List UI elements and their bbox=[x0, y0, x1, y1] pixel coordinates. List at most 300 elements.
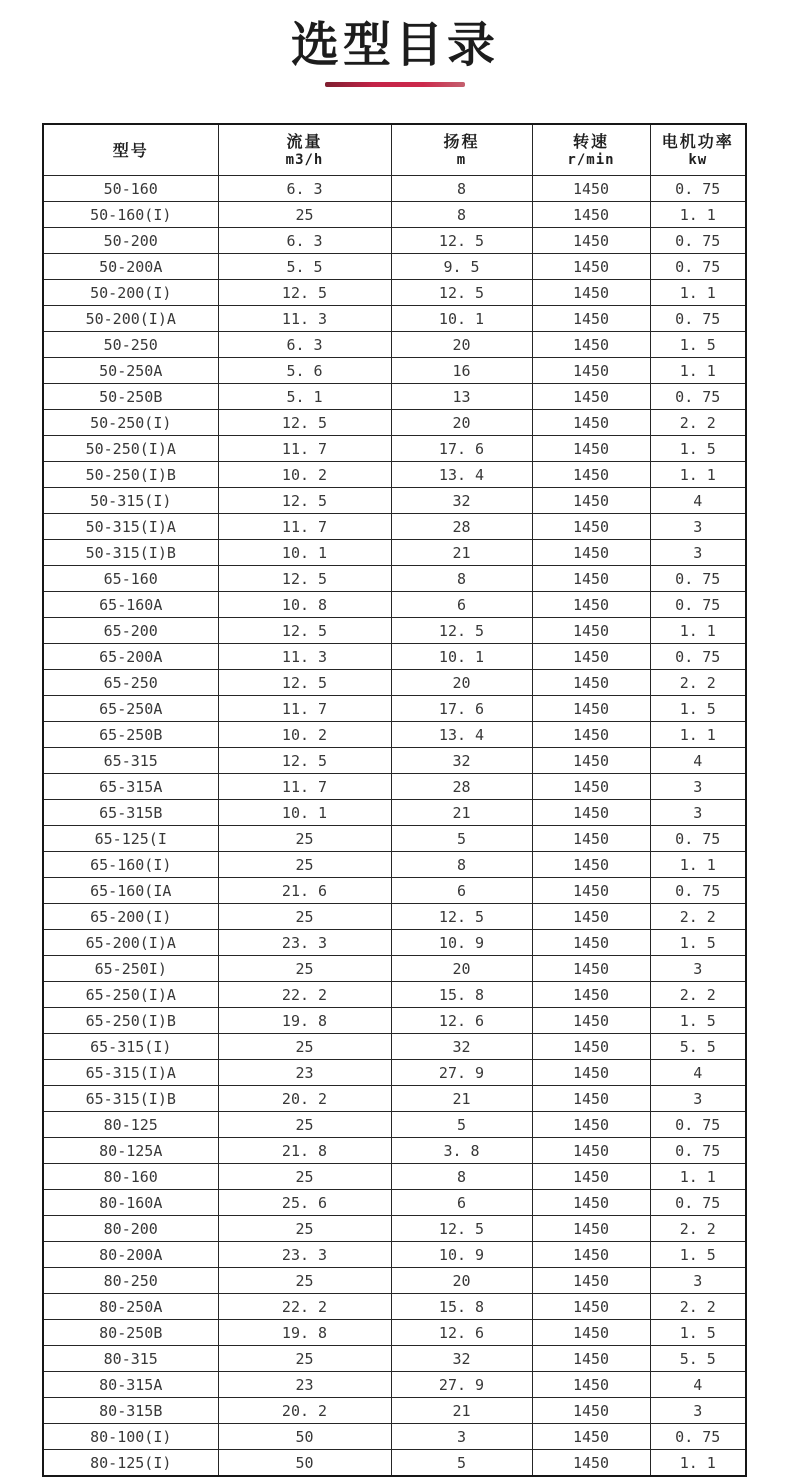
flow-cell: 11. 7 bbox=[218, 774, 391, 800]
model-cell: 80-250A bbox=[43, 1294, 218, 1320]
model-cell: 50-200 bbox=[43, 228, 218, 254]
table-row bbox=[43, 1398, 746, 1424]
flow-cell: 11. 3 bbox=[218, 644, 391, 670]
table-row bbox=[43, 384, 746, 410]
head-cell: 28 bbox=[391, 774, 532, 800]
table-row bbox=[43, 358, 746, 384]
model-cell: 65-315 bbox=[43, 748, 218, 774]
power-cell: 2. 2 bbox=[650, 670, 746, 696]
model-cell: 65-160 bbox=[43, 566, 218, 592]
speed-cell: 1450 bbox=[532, 1346, 650, 1372]
model-cell: 65-125(I bbox=[43, 826, 218, 852]
head-cell: 20 bbox=[391, 1268, 532, 1294]
table-row bbox=[43, 306, 746, 332]
model-cell: 65-315B bbox=[43, 800, 218, 826]
speed-cell: 1450 bbox=[532, 1138, 650, 1164]
column-label: 扬程 bbox=[443, 132, 480, 151]
model-cell: 80-125A bbox=[43, 1138, 218, 1164]
head-cell: 6 bbox=[391, 592, 532, 618]
speed-cell: 1450 bbox=[532, 1086, 650, 1112]
flow-cell: 10. 2 bbox=[218, 462, 391, 488]
column-unit: m bbox=[456, 152, 467, 168]
power-cell: 3 bbox=[650, 1086, 746, 1112]
head-cell: 20 bbox=[391, 670, 532, 696]
power-cell: 1. 1 bbox=[650, 202, 746, 228]
power-cell: 2. 2 bbox=[650, 1294, 746, 1320]
power-cell: 1. 1 bbox=[650, 280, 746, 306]
selection-catalog-table bbox=[42, 123, 747, 1477]
speed-cell: 1450 bbox=[532, 904, 650, 930]
table-header-row bbox=[43, 124, 746, 176]
table-row bbox=[43, 436, 746, 462]
power-cell: 3 bbox=[650, 540, 746, 566]
model-cell: 65-160A bbox=[43, 592, 218, 618]
speed-cell: 1450 bbox=[532, 228, 650, 254]
head-cell: 15. 8 bbox=[391, 1294, 532, 1320]
head-cell: 21 bbox=[391, 800, 532, 826]
table-row bbox=[43, 618, 746, 644]
column-unit: m3/h bbox=[285, 152, 324, 168]
head-cell: 32 bbox=[391, 488, 532, 514]
flow-cell: 23 bbox=[218, 1060, 391, 1086]
table-row bbox=[43, 826, 746, 852]
power-cell: 4 bbox=[650, 748, 746, 774]
flow-cell: 11. 7 bbox=[218, 436, 391, 462]
flow-cell: 11. 7 bbox=[218, 514, 391, 540]
power-cell: 2. 2 bbox=[650, 410, 746, 436]
table-row bbox=[43, 462, 746, 488]
head-cell: 17. 6 bbox=[391, 436, 532, 462]
flow-cell: 12. 5 bbox=[218, 670, 391, 696]
head-cell: 27. 9 bbox=[391, 1060, 532, 1086]
power-cell: 1. 1 bbox=[650, 852, 746, 878]
flow-cell: 10. 1 bbox=[218, 540, 391, 566]
flow-cell: 23. 3 bbox=[218, 1242, 391, 1268]
flow-cell: 6. 3 bbox=[218, 176, 391, 202]
speed-cell: 1450 bbox=[532, 982, 650, 1008]
head-cell: 10. 1 bbox=[391, 644, 532, 670]
speed-cell: 1450 bbox=[532, 722, 650, 748]
power-cell: 1. 5 bbox=[650, 696, 746, 722]
speed-cell: 1450 bbox=[532, 878, 650, 904]
head-cell: 27. 9 bbox=[391, 1372, 532, 1398]
table-row bbox=[43, 722, 746, 748]
head-cell: 5 bbox=[391, 1112, 532, 1138]
flow-cell: 6. 3 bbox=[218, 332, 391, 358]
flow-cell: 20. 2 bbox=[218, 1086, 391, 1112]
speed-cell: 1450 bbox=[532, 748, 650, 774]
speed-cell: 1450 bbox=[532, 1372, 650, 1398]
power-cell: 0. 75 bbox=[650, 826, 746, 852]
table-row bbox=[43, 1372, 746, 1398]
power-cell: 0. 75 bbox=[650, 254, 746, 280]
flow-cell: 25 bbox=[218, 1034, 391, 1060]
speed-cell: 1450 bbox=[532, 1034, 650, 1060]
speed-cell: 1450 bbox=[532, 774, 650, 800]
speed-cell: 1450 bbox=[532, 696, 650, 722]
column-header-head bbox=[391, 124, 532, 176]
table-row bbox=[43, 800, 746, 826]
table-row bbox=[43, 514, 746, 540]
table-row bbox=[43, 1216, 746, 1242]
power-cell: 3 bbox=[650, 1398, 746, 1424]
head-cell: 28 bbox=[391, 514, 532, 540]
flow-cell: 25 bbox=[218, 956, 391, 982]
power-cell: 1. 1 bbox=[650, 1164, 746, 1190]
head-cell: 10. 9 bbox=[391, 1242, 532, 1268]
model-cell: 80-315B bbox=[43, 1398, 218, 1424]
flow-cell: 25 bbox=[218, 904, 391, 930]
power-cell: 0. 75 bbox=[650, 228, 746, 254]
speed-cell: 1450 bbox=[532, 1008, 650, 1034]
power-cell: 1. 1 bbox=[650, 462, 746, 488]
flow-cell: 22. 2 bbox=[218, 982, 391, 1008]
head-cell: 8 bbox=[391, 852, 532, 878]
flow-cell: 25 bbox=[218, 202, 391, 228]
power-cell: 1. 1 bbox=[650, 618, 746, 644]
speed-cell: 1450 bbox=[532, 540, 650, 566]
power-cell: 0. 75 bbox=[650, 566, 746, 592]
model-cell: 50-250B bbox=[43, 384, 218, 410]
table-body bbox=[43, 176, 746, 1477]
speed-cell: 1450 bbox=[532, 1190, 650, 1216]
flow-cell: 19. 8 bbox=[218, 1008, 391, 1034]
table-row bbox=[43, 254, 746, 280]
model-cell: 80-100(I) bbox=[43, 1424, 218, 1450]
head-cell: 32 bbox=[391, 1034, 532, 1060]
speed-cell: 1450 bbox=[532, 462, 650, 488]
model-cell: 50-250(I)B bbox=[43, 462, 218, 488]
power-cell: 2. 2 bbox=[650, 904, 746, 930]
column-label: 转速 bbox=[572, 132, 609, 151]
head-cell: 12. 5 bbox=[391, 618, 532, 644]
flow-cell: 25 bbox=[218, 852, 391, 878]
speed-cell: 1450 bbox=[532, 1268, 650, 1294]
speed-cell: 1450 bbox=[532, 826, 650, 852]
table-row bbox=[43, 774, 746, 800]
speed-cell: 1450 bbox=[532, 280, 650, 306]
power-cell: 4 bbox=[650, 1372, 746, 1398]
speed-cell: 1450 bbox=[532, 306, 650, 332]
table-header bbox=[43, 124, 746, 176]
table-row bbox=[43, 1268, 746, 1294]
power-cell: 4 bbox=[650, 1060, 746, 1086]
flow-cell: 10. 1 bbox=[218, 800, 391, 826]
model-cell: 65-200 bbox=[43, 618, 218, 644]
speed-cell: 1450 bbox=[532, 592, 650, 618]
head-cell: 3. 8 bbox=[391, 1138, 532, 1164]
flow-cell: 5. 6 bbox=[218, 358, 391, 384]
speed-cell: 1450 bbox=[532, 852, 650, 878]
model-cell: 50-250A bbox=[43, 358, 218, 384]
power-cell: 2. 2 bbox=[650, 1216, 746, 1242]
head-cell: 8 bbox=[391, 566, 532, 592]
speed-cell: 1450 bbox=[532, 332, 650, 358]
model-cell: 80-315 bbox=[43, 1346, 218, 1372]
table-row bbox=[43, 930, 746, 956]
speed-cell: 1450 bbox=[532, 1060, 650, 1086]
flow-cell: 50 bbox=[218, 1450, 391, 1477]
model-cell: 65-250A bbox=[43, 696, 218, 722]
speed-cell: 1450 bbox=[532, 254, 650, 280]
speed-cell: 1450 bbox=[532, 1424, 650, 1450]
table-row bbox=[43, 488, 746, 514]
table-row bbox=[43, 904, 746, 930]
head-cell: 13. 4 bbox=[391, 722, 532, 748]
column-unit: r/min bbox=[567, 152, 615, 168]
head-cell: 20 bbox=[391, 410, 532, 436]
power-cell: 3 bbox=[650, 956, 746, 982]
speed-cell: 1450 bbox=[532, 956, 650, 982]
speed-cell: 1450 bbox=[532, 514, 650, 540]
power-cell: 0. 75 bbox=[650, 1112, 746, 1138]
head-cell: 20 bbox=[391, 332, 532, 358]
flow-cell: 5. 5 bbox=[218, 254, 391, 280]
head-cell: 21 bbox=[391, 1086, 532, 1112]
head-cell: 8 bbox=[391, 176, 532, 202]
model-cell: 65-200A bbox=[43, 644, 218, 670]
table-row bbox=[43, 176, 746, 202]
flow-cell: 21. 6 bbox=[218, 878, 391, 904]
model-cell: 80-250 bbox=[43, 1268, 218, 1294]
power-cell: 5. 5 bbox=[650, 1346, 746, 1372]
speed-cell: 1450 bbox=[532, 436, 650, 462]
speed-cell: 1450 bbox=[532, 1242, 650, 1268]
power-cell: 3 bbox=[650, 774, 746, 800]
model-cell: 50-315(I) bbox=[43, 488, 218, 514]
power-cell: 1. 5 bbox=[650, 436, 746, 462]
power-cell: 3 bbox=[650, 1268, 746, 1294]
title-underline bbox=[325, 82, 465, 87]
flow-cell: 25 bbox=[218, 826, 391, 852]
flow-cell: 25 bbox=[218, 1268, 391, 1294]
power-cell: 0. 75 bbox=[650, 878, 746, 904]
column-unit: kw bbox=[688, 152, 708, 168]
model-cell: 50-315(I)A bbox=[43, 514, 218, 540]
table-row bbox=[43, 1138, 746, 1164]
power-cell: 3 bbox=[650, 800, 746, 826]
power-cell: 0. 75 bbox=[650, 384, 746, 410]
head-cell: 5 bbox=[391, 826, 532, 852]
flow-cell: 20. 2 bbox=[218, 1398, 391, 1424]
table-row bbox=[43, 1320, 746, 1346]
speed-cell: 1450 bbox=[532, 644, 650, 670]
head-cell: 8 bbox=[391, 202, 532, 228]
column-header-flow bbox=[218, 124, 391, 176]
speed-cell: 1450 bbox=[532, 202, 650, 228]
table-row bbox=[43, 332, 746, 358]
head-cell: 9. 5 bbox=[391, 254, 532, 280]
flow-cell: 12. 5 bbox=[218, 566, 391, 592]
power-cell: 1. 5 bbox=[650, 1008, 746, 1034]
head-cell: 13. 4 bbox=[391, 462, 532, 488]
flow-cell: 10. 2 bbox=[218, 722, 391, 748]
model-cell: 80-315A bbox=[43, 1372, 218, 1398]
head-cell: 10. 1 bbox=[391, 306, 532, 332]
speed-cell: 1450 bbox=[532, 410, 650, 436]
model-cell: 65-315(I)A bbox=[43, 1060, 218, 1086]
flow-cell: 22. 2 bbox=[218, 1294, 391, 1320]
model-cell: 65-315A bbox=[43, 774, 218, 800]
head-cell: 3 bbox=[391, 1424, 532, 1450]
table-row bbox=[43, 956, 746, 982]
power-cell: 4 bbox=[650, 488, 746, 514]
model-cell: 50-160 bbox=[43, 176, 218, 202]
flow-cell: 25. 6 bbox=[218, 1190, 391, 1216]
flow-cell: 10. 8 bbox=[218, 592, 391, 618]
model-cell: 65-160(IA bbox=[43, 878, 218, 904]
table-row bbox=[43, 1060, 746, 1086]
power-cell: 0. 75 bbox=[650, 306, 746, 332]
model-cell: 80-250B bbox=[43, 1320, 218, 1346]
model-cell: 65-250 bbox=[43, 670, 218, 696]
table-row bbox=[43, 644, 746, 670]
model-cell: 65-315(I) bbox=[43, 1034, 218, 1060]
speed-cell: 1450 bbox=[532, 930, 650, 956]
model-cell: 80-160A bbox=[43, 1190, 218, 1216]
column-label: 电机功率 bbox=[661, 132, 734, 151]
head-cell: 6 bbox=[391, 1190, 532, 1216]
table-row bbox=[43, 878, 746, 904]
power-cell: 1. 5 bbox=[650, 1242, 746, 1268]
table-row bbox=[43, 1034, 746, 1060]
flow-cell: 5. 1 bbox=[218, 384, 391, 410]
flow-cell: 25 bbox=[218, 1112, 391, 1138]
speed-cell: 1450 bbox=[532, 488, 650, 514]
head-cell: 12. 5 bbox=[391, 904, 532, 930]
head-cell: 16 bbox=[391, 358, 532, 384]
model-cell: 50-250(I)A bbox=[43, 436, 218, 462]
table-row bbox=[43, 202, 746, 228]
model-cell: 80-125 bbox=[43, 1112, 218, 1138]
head-cell: 12. 6 bbox=[391, 1008, 532, 1034]
power-cell: 0. 75 bbox=[650, 176, 746, 202]
flow-cell: 25 bbox=[218, 1216, 391, 1242]
table-row bbox=[43, 1112, 746, 1138]
flow-cell: 23 bbox=[218, 1372, 391, 1398]
model-cell: 50-200(I)A bbox=[43, 306, 218, 332]
flow-cell: 6. 3 bbox=[218, 228, 391, 254]
column-label: 流量 bbox=[286, 132, 323, 151]
power-cell: 2. 2 bbox=[650, 982, 746, 1008]
power-cell: 0. 75 bbox=[650, 1138, 746, 1164]
model-cell: 50-250 bbox=[43, 332, 218, 358]
column-label: 型号 bbox=[112, 140, 149, 160]
table-row bbox=[43, 670, 746, 696]
head-cell: 20 bbox=[391, 956, 532, 982]
speed-cell: 1450 bbox=[532, 1164, 650, 1190]
model-cell: 65-160(I) bbox=[43, 852, 218, 878]
table-row bbox=[43, 1008, 746, 1034]
model-cell: 80-160 bbox=[43, 1164, 218, 1190]
speed-cell: 1450 bbox=[532, 566, 650, 592]
flow-cell: 12. 5 bbox=[218, 280, 391, 306]
table-row bbox=[43, 696, 746, 722]
head-cell: 32 bbox=[391, 1346, 532, 1372]
speed-cell: 1450 bbox=[532, 618, 650, 644]
speed-cell: 1450 bbox=[532, 1320, 650, 1346]
head-cell: 5 bbox=[391, 1450, 532, 1477]
model-cell: 50-160(I) bbox=[43, 202, 218, 228]
head-cell: 21 bbox=[391, 540, 532, 566]
flow-cell: 12. 5 bbox=[218, 748, 391, 774]
table-row bbox=[43, 748, 746, 774]
speed-cell: 1450 bbox=[532, 176, 650, 202]
flow-cell: 50 bbox=[218, 1424, 391, 1450]
power-cell: 0. 75 bbox=[650, 1424, 746, 1450]
model-cell: 50-250(I) bbox=[43, 410, 218, 436]
table-row bbox=[43, 1346, 746, 1372]
table-row bbox=[43, 1086, 746, 1112]
head-cell: 8 bbox=[391, 1164, 532, 1190]
power-cell: 0. 75 bbox=[650, 1190, 746, 1216]
table-row bbox=[43, 1424, 746, 1450]
model-cell: 50-200A bbox=[43, 254, 218, 280]
power-cell: 0. 75 bbox=[650, 644, 746, 670]
power-cell: 3 bbox=[650, 514, 746, 540]
power-cell: 1. 5 bbox=[650, 1320, 746, 1346]
model-cell: 65-250I) bbox=[43, 956, 218, 982]
speed-cell: 1450 bbox=[532, 800, 650, 826]
head-cell: 12. 5 bbox=[391, 1216, 532, 1242]
flow-cell: 23. 3 bbox=[218, 930, 391, 956]
flow-cell: 12. 5 bbox=[218, 488, 391, 514]
head-cell: 32 bbox=[391, 748, 532, 774]
table-row bbox=[43, 228, 746, 254]
speed-cell: 1450 bbox=[532, 384, 650, 410]
model-cell: 50-315(I)B bbox=[43, 540, 218, 566]
speed-cell: 1450 bbox=[532, 358, 650, 384]
power-cell: 1. 5 bbox=[650, 332, 746, 358]
power-cell: 1. 1 bbox=[650, 722, 746, 748]
model-cell: 65-250(I)A bbox=[43, 982, 218, 1008]
model-cell: 65-250B bbox=[43, 722, 218, 748]
model-cell: 65-250(I)B bbox=[43, 1008, 218, 1034]
speed-cell: 1450 bbox=[532, 1294, 650, 1320]
power-cell: 0. 75 bbox=[650, 592, 746, 618]
flow-cell: 12. 5 bbox=[218, 410, 391, 436]
head-cell: 21 bbox=[391, 1398, 532, 1424]
flow-cell: 21. 8 bbox=[218, 1138, 391, 1164]
table-row bbox=[43, 540, 746, 566]
column-header-power bbox=[650, 124, 746, 176]
table-row bbox=[43, 1164, 746, 1190]
table-row bbox=[43, 852, 746, 878]
model-cell: 65-200(I) bbox=[43, 904, 218, 930]
table-row bbox=[43, 566, 746, 592]
head-cell: 15. 8 bbox=[391, 982, 532, 1008]
head-cell: 12. 5 bbox=[391, 228, 532, 254]
speed-cell: 1450 bbox=[532, 1216, 650, 1242]
head-cell: 12. 6 bbox=[391, 1320, 532, 1346]
table-row bbox=[43, 982, 746, 1008]
table-row bbox=[43, 1242, 746, 1268]
head-cell: 10. 9 bbox=[391, 930, 532, 956]
flow-cell: 11. 7 bbox=[218, 696, 391, 722]
head-cell: 6 bbox=[391, 878, 532, 904]
column-header-speed bbox=[532, 124, 650, 176]
head-cell: 12. 5 bbox=[391, 280, 532, 306]
speed-cell: 1450 bbox=[532, 1398, 650, 1424]
column-header-model bbox=[43, 124, 218, 176]
model-cell: 50-200(I) bbox=[43, 280, 218, 306]
flow-cell: 11. 3 bbox=[218, 306, 391, 332]
power-cell: 5. 5 bbox=[650, 1034, 746, 1060]
table-row bbox=[43, 410, 746, 436]
head-cell: 13 bbox=[391, 384, 532, 410]
flow-cell: 25 bbox=[218, 1346, 391, 1372]
model-cell: 65-315(I)B bbox=[43, 1086, 218, 1112]
